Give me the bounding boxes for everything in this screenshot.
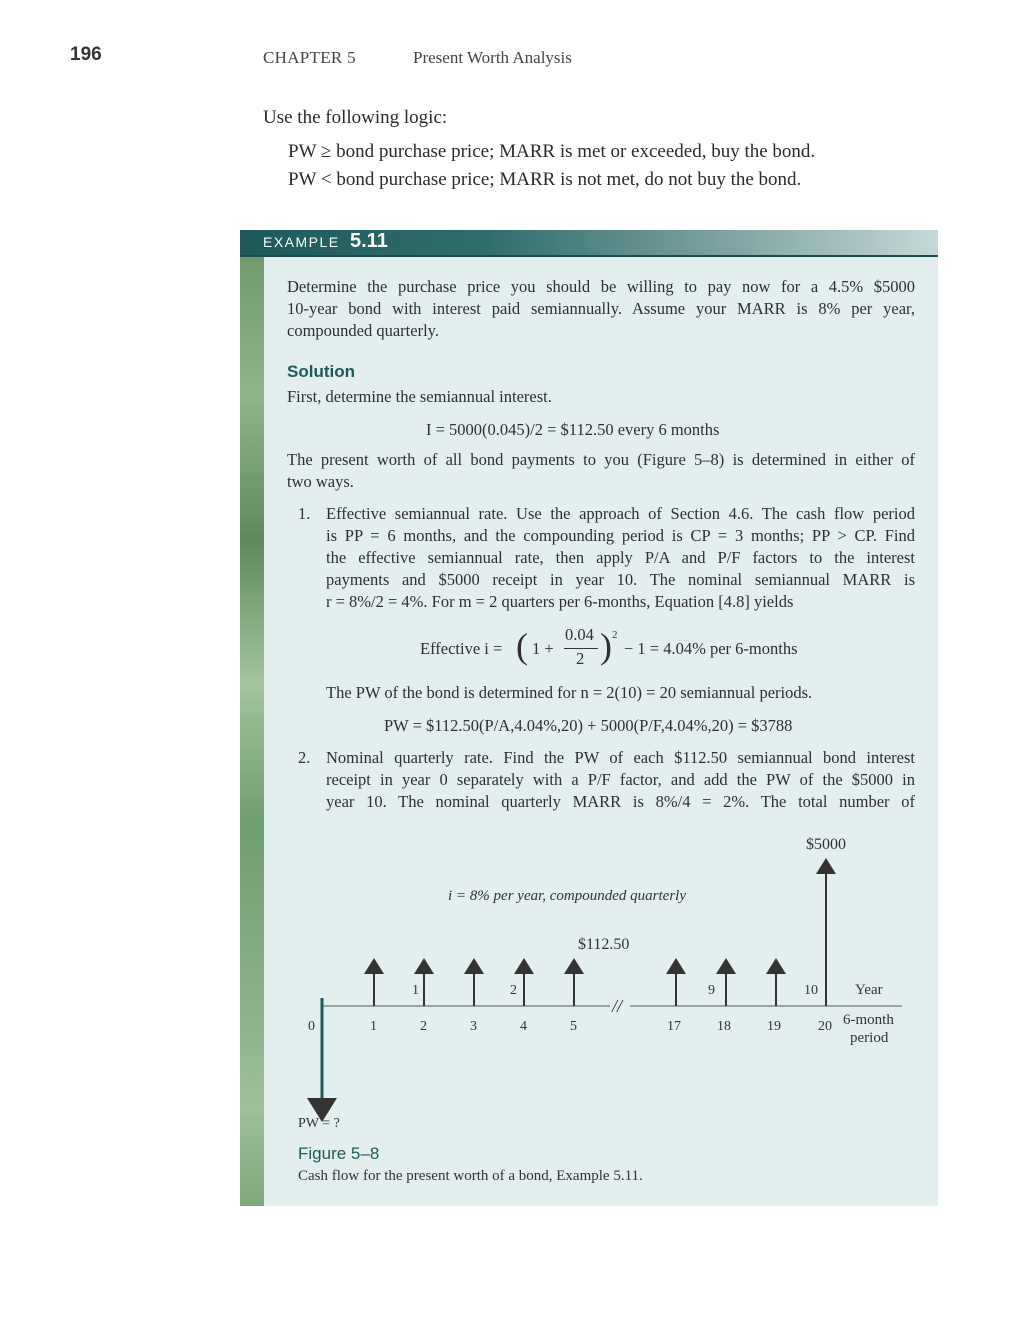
example-label: EXAMPLE — [263, 234, 340, 250]
period-axis-label: period — [850, 1030, 889, 1046]
year-axis-label: Year — [855, 982, 883, 998]
exponent: 2 — [612, 629, 618, 641]
solution-heading: Solution — [287, 362, 355, 381]
item-2-line: Nominal quarterly rate. Find the PW of each $112.50 semiannual bond interest — [326, 748, 915, 767]
period-tick: 2 — [420, 1019, 427, 1034]
effective-rate-equation — [420, 624, 840, 672]
example-box — [240, 230, 938, 1206]
year-tick: 10 — [804, 983, 818, 998]
problem-line: compounded quarterly. — [287, 321, 439, 340]
item-1-number: 1. — [298, 504, 311, 523]
chapter-label: CHAPTER 5 — [263, 48, 356, 67]
axis-break-mark: // — [612, 996, 623, 1016]
item-2-number: 2. — [298, 748, 311, 767]
year-tick: 2 — [510, 983, 517, 998]
intro-text: Use the following logic: — [263, 107, 448, 128]
period-tick: 19 — [767, 1019, 781, 1034]
solution-first-line: First, determine the semiannual interest. — [287, 387, 552, 406]
year-tick: 1 — [412, 983, 419, 998]
problem-line: 10-year bond with interest paid semiannually. Assume your MARR is 8% per year, — [287, 299, 915, 318]
period-tick: 4 — [520, 1019, 527, 1034]
period-tick: 3 — [470, 1019, 477, 1034]
paren-open: ( — [516, 626, 528, 666]
pw-intro-line: two ways. — [287, 472, 354, 491]
period-tick: 0 — [308, 1019, 315, 1034]
pw-equation: PW = $112.50(P/A,4.04%,20) + 5000(P/F,4.04%,20) = $3788 — [384, 716, 793, 735]
item-1-line: r = 8%/2 = 4%. For m = 2 quarters per 6-months, Equation [4.8] yields — [326, 592, 794, 611]
item-1-line: payments and $5000 receipt in year 10. The nominal semiannual MARR is — [326, 570, 915, 589]
logic-rule-2: PW < bond purchase price; MARR is not met, do not buy the bond. — [288, 169, 802, 190]
cash-flow-diagram — [240, 826, 938, 1136]
logic-rule-1: PW ≥ bond purchase price; MARR is met or exceeded, buy the bond. — [288, 141, 816, 162]
fraction-numerator: 0.04 — [565, 625, 594, 644]
period-tick: 18 — [717, 1019, 731, 1034]
final-amount-label: $5000 — [806, 836, 846, 853]
pw-periods-line: The PW of the bond is determined for n = 2(10) = 20 semiannual periods. — [326, 683, 813, 702]
fraction-denominator: 2 — [576, 649, 585, 668]
period-axis-label: 6-month — [843, 1012, 894, 1028]
paren-close: ) — [600, 626, 612, 666]
interest-amount-label: $112.50 — [578, 936, 630, 953]
interest-rate-label: i = 8% per year, compounded quarterly — [448, 888, 686, 904]
item-2-line: year 10. The nominal quarterly MARR is 8%/4 = 2%. The total number of — [326, 792, 915, 811]
pw-intro-line: The present worth of all bond payments to you (Figure 5–8) is determined in either of — [287, 450, 915, 469]
item-1-line: is PP = 6 months, and the compounding period is CP = 3 months; PP > CP. Find — [326, 526, 915, 545]
example-number: 5.11 — [350, 230, 388, 252]
period-tick: 20 — [818, 1019, 832, 1034]
figure-label: Figure 5–8 — [298, 1144, 380, 1163]
effective-one-plus: 1 + — [532, 639, 554, 658]
item-1-line: the effective semiannual rate, then apply P/A and P/F factors to the interest — [326, 548, 915, 567]
problem-line: Determine the purchase price you should be willing to pay now for a 4.5% $5000 — [287, 277, 915, 296]
effective-rate-left: Effective i = — [420, 639, 503, 658]
period-tick: 1 — [370, 1019, 377, 1034]
period-tick: 17 — [667, 1019, 681, 1034]
interest-equation: I = 5000(0.045)/2 = $112.50 every 6 months — [426, 420, 720, 439]
pw-label: PW = ? — [298, 1116, 340, 1131]
item-2-line: receipt in year 0 separately with a P/F factor, and add the PW of the $5000 in — [326, 770, 915, 789]
item-1-line: Effective semiannual rate. Use the approach of Section 4.6. The cash flow period — [326, 504, 915, 523]
example-banner — [240, 230, 938, 257]
figure-caption: Cash flow for the present worth of a bond, Example 5.11. — [298, 1168, 643, 1184]
period-tick: 5 — [570, 1019, 577, 1034]
page-header-title: Present Worth Analysis — [413, 48, 572, 67]
year-tick: 9 — [708, 983, 715, 998]
effective-rate-right: − 1 = 4.04% per 6-months — [624, 639, 798, 658]
page-number: 196 — [70, 44, 102, 65]
